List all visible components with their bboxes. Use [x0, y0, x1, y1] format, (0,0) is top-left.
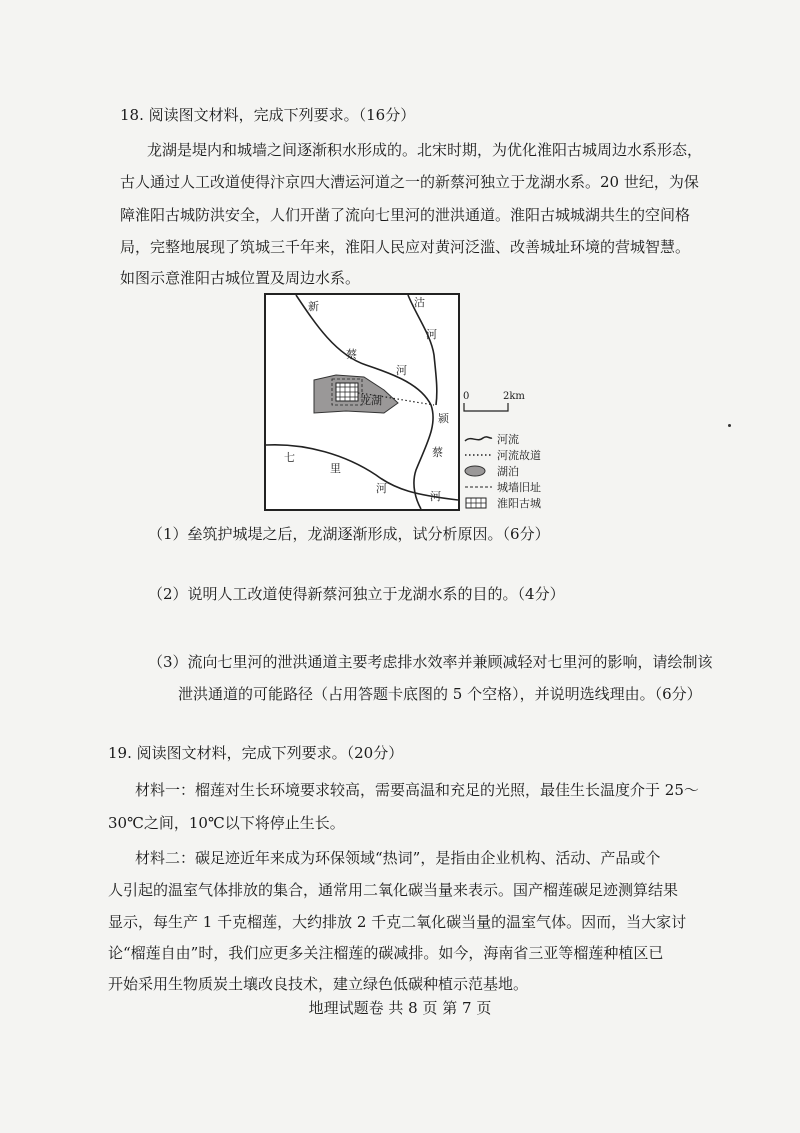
map-label-qi: 七 [284, 451, 295, 464]
map-label-gu: 沽 [414, 296, 425, 309]
q19-title: 19. 阅读图文材料，完成下列要求。（20分） [108, 744, 404, 762]
q19-material-line: 30℃之间，10℃以下将停止生长。 [108, 814, 345, 832]
legend-label: 城墙旧址 [497, 481, 541, 494]
q18-paragraph-line: 障淮阳古城防洪安全，人们开凿了流向七里河的泄洪通道。淮阳古城城湖共生的空间格 [120, 206, 691, 224]
q18-sub-3: （3）流向七里河的泄洪通道主要考虑排水效率并兼顾减轻对七里河的影响，请绘制该 [148, 653, 713, 671]
map-label-he: 河 [430, 490, 441, 503]
legend-label: 淮阳古城 [497, 497, 541, 510]
old-course-symbol-icon [463, 449, 493, 461]
page-footer: 地理试题卷 共 8 页 第 7 页 [308, 999, 492, 1017]
map-label-he: 河 [426, 328, 437, 341]
q19-material-line: 材料二：碳足迹近年来成为环保领域“热词”，是指由企业机构、活动、产品或个 [135, 849, 661, 867]
q18-sub-3-cont: 泄洪通道的可能路径（占用答题卡底图的 5 个空格），并说明选线理由。（6分） [178, 685, 702, 703]
old-city-symbol-icon [463, 497, 493, 509]
scale-zero: 0 [463, 391, 470, 402]
legend-label: 河流 [497, 433, 519, 446]
map-label-cai: 蔡 [432, 446, 443, 459]
legend-label: 河流故道 [497, 449, 541, 462]
lake-symbol-icon [463, 465, 493, 477]
river-symbol-icon [463, 433, 493, 445]
map-label-longhu: 龙湖 [360, 394, 382, 407]
legend-lake [463, 464, 519, 478]
q18-title: 18. 阅读图文材料，完成下列要求。（16分） [120, 106, 416, 124]
q19-material-line: 人引起的温室气体排放的集合，通常用二氧化碳当量来表示。国产榴莲碳足迹测算结果 [108, 881, 679, 899]
q19-material-line: 显示，每生产 1 千克榴莲，大约排放 2 千克二氧化碳当量的温室气体。因而，当大家讨 [108, 913, 687, 931]
scale-bar-line [463, 403, 523, 415]
q19-material-line: 开始采用生物质炭土壤改良技术，建立绿色低碳种植示范基地。 [108, 975, 529, 993]
scale-unit: 2km [503, 391, 525, 402]
q18-paragraph-line: 如图示意淮阳古城位置及周边水系。 [120, 269, 361, 287]
q19-material-line: 材料一：榴莲对生长环境要求较高，需要高温和充足的光照，最佳生长温度介于 25～ [135, 781, 699, 799]
map-label-he: 河 [376, 482, 387, 495]
map-label-li: 里 [330, 462, 341, 475]
map-label-cai: 蔡 [346, 348, 357, 361]
legend-old-city [463, 496, 541, 510]
q19-material-line: 论“榴莲自由”时，我们应更多关注榴莲的碳减排。如今，海南省三亚等榴莲种植区已 [108, 944, 664, 962]
q18-sub-1: （1）垒筑护城堤之后，龙湖逐渐形成，试分析原因。（6分） [148, 525, 550, 543]
q18-paragraph-line: 古人通过人工改道使得汴京四大漕运河道之一的新蔡河独立于龙湖水系。20 世纪，为保 [120, 173, 699, 191]
q18-sub-2: （2）说明人工改道使得新蔡河独立于龙湖水系的目的。（4分） [148, 585, 565, 603]
map-label-ying: 颍 [438, 412, 449, 425]
q18-paragraph-line: 局，完整地展现了筑城三千年来，淮阳人民应对黄河泛滥、改善城址环境的营城智慧。 [120, 238, 691, 256]
legend-label: 湖泊 [497, 465, 519, 478]
legend-wall [463, 480, 541, 494]
legend-river [463, 432, 519, 446]
q18-paragraph-line: 龙湖是堤内和城墙之间逐渐积水形成的。北宋时期，为优化淮阳古城周边水系形态， [147, 141, 703, 159]
map-label-xin: 新 [308, 300, 319, 313]
wall-symbol-icon [463, 481, 493, 493]
water-system-map [264, 293, 460, 511]
speck-mark [728, 424, 731, 427]
map-label-he: 河 [396, 364, 407, 377]
legend-old-course [463, 448, 541, 462]
